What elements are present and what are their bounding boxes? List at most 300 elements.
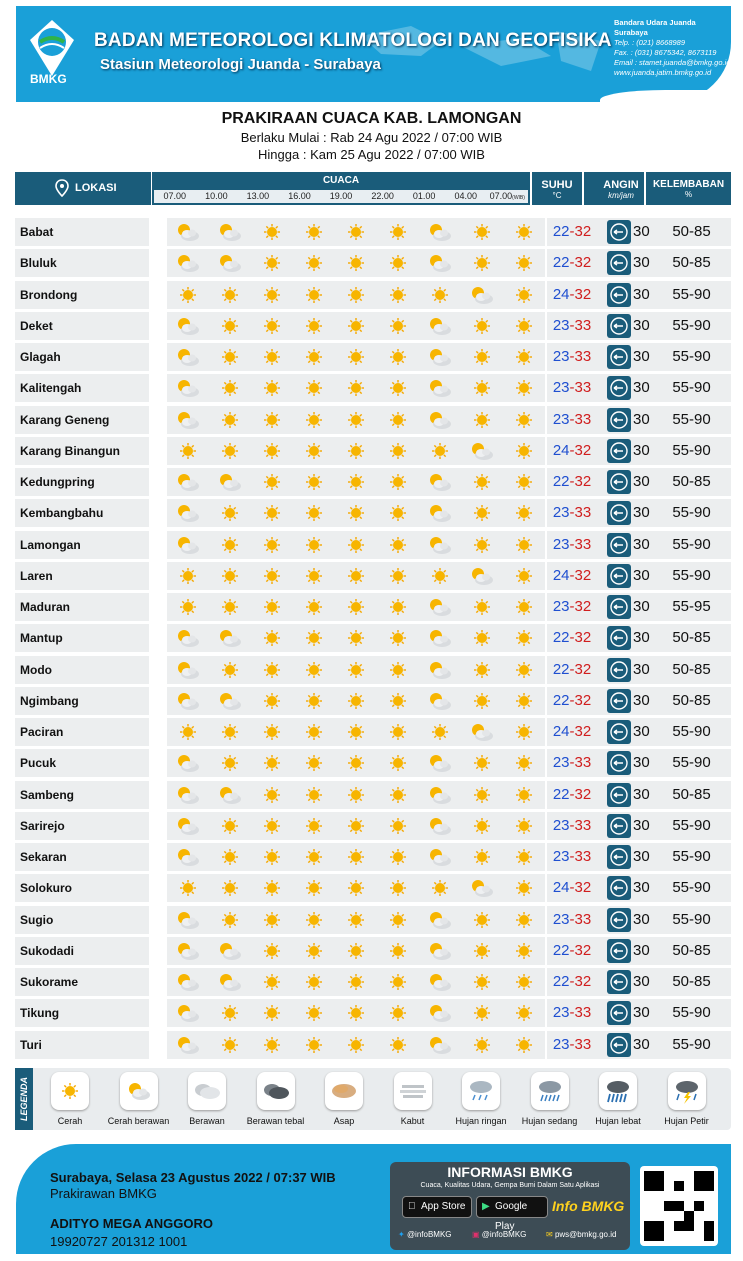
sun-icon — [293, 812, 335, 840]
sun-icon — [461, 1031, 503, 1059]
sun-icon — [377, 312, 419, 340]
temperature: 23-32 — [547, 593, 597, 621]
sun-cloud-icon — [419, 593, 461, 621]
temperature: 23-33 — [547, 906, 597, 934]
sun-icon — [461, 531, 503, 559]
sun-icon — [377, 593, 419, 621]
wind — [597, 249, 659, 277]
sun-icon — [293, 281, 335, 309]
sun-icon — [251, 531, 293, 559]
sun-icon — [377, 968, 419, 996]
sun-icon — [251, 781, 293, 809]
sun-icon — [461, 999, 503, 1027]
fog-icon — [394, 1072, 432, 1110]
location-name: Kedungpring — [15, 468, 149, 496]
sun-icon — [377, 1031, 419, 1059]
temperature: 22-32 — [547, 656, 597, 684]
weather-icons — [167, 406, 545, 434]
sun-icon — [461, 937, 503, 965]
sun-icon — [377, 906, 419, 934]
humidity: 50-85 — [652, 781, 731, 809]
wind-speed: 30 — [633, 910, 650, 928]
sun-icon — [251, 656, 293, 684]
info-bmkg-panel — [390, 1162, 630, 1250]
temp-max: 32 — [574, 566, 592, 584]
sun-icon — [293, 218, 335, 246]
sun-icon — [503, 687, 545, 715]
wind — [597, 218, 659, 246]
forecast-title: PRAKIRAAN CUACA KAB. LAMONGAN — [221, 110, 522, 127]
wind — [597, 624, 659, 652]
contact-line: Fax. : (031) 8675342, 8673119 — [614, 48, 717, 57]
sun-icon — [167, 562, 209, 590]
sun-icon — [377, 218, 419, 246]
temp-min: 24 — [552, 723, 570, 740]
temperature: 23-33 — [547, 374, 597, 402]
table-row — [15, 812, 731, 840]
weather-icons — [167, 218, 545, 246]
table-row — [15, 281, 731, 309]
time-slot: 10.00 — [205, 191, 228, 201]
sun-icon — [293, 906, 335, 934]
contact-line: Telp. : (021) 8668989 — [614, 38, 686, 47]
wind-speed: 30 — [633, 973, 650, 990]
email-link[interactable] — [546, 1228, 616, 1242]
sun-icon — [209, 593, 251, 621]
sun-icon — [209, 406, 251, 434]
sun-icon — [335, 249, 377, 277]
legend-item — [104, 1072, 174, 1126]
location-name: Pucuk — [15, 749, 149, 777]
sun-icon — [503, 874, 545, 902]
sun-cloud-icon — [167, 749, 209, 777]
humidity: 55-90 — [652, 718, 731, 746]
sun-icon — [293, 937, 335, 965]
sun-icon — [209, 343, 251, 371]
contact-line: www.juanda.jatim.bmkg.go.id — [614, 68, 712, 77]
humidity: 55-90 — [652, 749, 731, 777]
location-header-label: LOKASI — [75, 182, 117, 194]
sun-cloud-icon — [419, 687, 461, 715]
wind-header-label: ANGIN — [603, 179, 639, 191]
temp-max: 33 — [574, 910, 592, 928]
location-name: Modo — [15, 656, 149, 684]
humidity: 55-90 — [652, 406, 731, 434]
forecaster-role: Prakirawan BMKG — [50, 1186, 157, 1201]
sun-cloud-icon — [209, 781, 251, 809]
weather-icons — [167, 937, 545, 965]
table-row — [15, 406, 731, 434]
wind — [597, 1031, 659, 1059]
temp-max: 32 — [574, 441, 592, 459]
time-suffix: (WIB) — [512, 195, 525, 201]
sun-icon — [503, 999, 545, 1027]
sun-icon — [51, 1072, 89, 1110]
sun-icon — [251, 874, 293, 902]
sun-icon — [461, 468, 503, 496]
wind-speed: 30 — [633, 410, 650, 428]
wind — [597, 843, 659, 871]
sun-icon — [377, 843, 419, 871]
instagram-icon: ▣ — [472, 1230, 480, 1239]
sun-icon — [293, 781, 335, 809]
location-name: Karang Geneng — [15, 406, 149, 434]
sun-cloud-icon — [209, 687, 251, 715]
google-play-button[interactable] — [476, 1196, 548, 1232]
bmkg-logo-icon — [28, 18, 76, 78]
sun-icon — [377, 249, 419, 277]
location-name: Maduran — [15, 593, 149, 621]
sun-icon — [293, 656, 335, 684]
sun-icon — [293, 374, 335, 402]
temp-max: 33 — [574, 1004, 592, 1022]
sun-icon — [503, 281, 545, 309]
sun-icon — [209, 437, 251, 465]
sun-cloud-icon — [461, 874, 503, 902]
sun-icon — [377, 281, 419, 309]
temp-max: 32 — [574, 941, 592, 959]
table-row — [15, 718, 731, 746]
sun-icon — [503, 968, 545, 996]
sun-icon — [167, 874, 209, 902]
sun-cloud-icon — [167, 406, 209, 434]
issue-date: Surabaya, Selasa 23 Agustus 2022 / 07:37 WIB — [50, 1170, 336, 1185]
weather-icons — [167, 999, 545, 1027]
wind-speed: 30 — [633, 723, 650, 740]
sun-icon — [461, 968, 503, 996]
temp-min: 23 — [552, 816, 570, 834]
sun-icon — [293, 593, 335, 621]
sun-icon — [251, 1031, 293, 1059]
temperature: 22-32 — [547, 937, 597, 965]
app-store-button[interactable] — [402, 1196, 472, 1218]
sun-cloud-icon — [167, 312, 209, 340]
humidity: 55-90 — [652, 374, 731, 402]
location-name: Sugio — [15, 906, 149, 934]
contact-line: Email : stamet.juanda@bmkg.go.id — [614, 58, 731, 67]
sun-icon — [503, 749, 545, 777]
wind — [597, 374, 659, 402]
wind-speed: 30 — [633, 566, 650, 584]
sun-cloud-icon — [419, 812, 461, 840]
sun-icon — [503, 468, 545, 496]
sun-icon — [251, 812, 293, 840]
temp-max: 32 — [574, 598, 592, 615]
wind — [597, 593, 659, 621]
header-wave — [600, 90, 731, 110]
forecaster-nip: 19920727 201312 1001 — [50, 1234, 188, 1249]
wind — [597, 906, 659, 934]
instagram-handle[interactable] — [472, 1228, 526, 1242]
temp-min: 24 — [552, 285, 570, 303]
humidity: 50-85 — [652, 656, 731, 684]
sun-icon — [503, 593, 545, 621]
sun-icon — [209, 749, 251, 777]
temp-max: 33 — [574, 410, 592, 428]
wind-speed: 30 — [633, 285, 650, 303]
wind-speed: 30 — [633, 441, 650, 459]
wind-direction-icon — [607, 439, 631, 463]
sun-icon — [209, 999, 251, 1027]
sun-icon — [503, 656, 545, 684]
sun-icon — [419, 562, 461, 590]
sun-icon — [461, 343, 503, 371]
sun-icon — [335, 343, 377, 371]
wind-direction-icon — [607, 970, 631, 994]
legend-item — [172, 1072, 242, 1126]
twitter-handle[interactable] — [398, 1228, 452, 1242]
wind-speed: 30 — [633, 691, 650, 709]
sun-icon — [503, 906, 545, 934]
sun-cloud-icon — [419, 749, 461, 777]
location-name: Deket — [15, 312, 149, 340]
sun-icon — [293, 843, 335, 871]
table-row — [15, 343, 731, 371]
sun-icon — [293, 343, 335, 371]
wind-direction-icon — [607, 501, 631, 525]
sun-icon — [377, 812, 419, 840]
header-banner — [16, 6, 731, 102]
sun-icon — [461, 906, 503, 934]
humidity-header-label: KELEMBABAN — [652, 179, 725, 190]
sun-icon — [251, 281, 293, 309]
weather-icons — [167, 812, 545, 840]
station-name: Stasiun Meteorologi Juanda - Surabaya — [100, 56, 381, 73]
sun-icon — [335, 624, 377, 652]
sun-icon — [377, 999, 419, 1027]
sun-cloud-icon — [461, 281, 503, 309]
legend-item — [241, 1072, 311, 1126]
sun-icon — [461, 499, 503, 527]
wind-direction-icon — [607, 564, 631, 588]
wind-direction-icon — [607, 689, 631, 713]
sun-icon — [167, 593, 209, 621]
wind-direction-icon — [607, 283, 631, 307]
table-row — [15, 437, 731, 465]
legend-label: Hujan sedang — [521, 1116, 578, 1126]
table-row — [15, 906, 731, 934]
wind — [597, 406, 659, 434]
wind-direction-icon — [607, 908, 631, 932]
time-slots — [154, 190, 528, 203]
temp-min: 23 — [552, 754, 570, 772]
wind-direction-icon — [607, 814, 631, 838]
location-name: Turi — [15, 1031, 149, 1059]
legend-label: Hujan lebat — [595, 1116, 641, 1126]
temp-max: 32 — [574, 629, 592, 647]
sun-icon — [503, 937, 545, 965]
sun-icon — [377, 687, 419, 715]
sun-cloud-icon — [167, 781, 209, 809]
wind — [597, 499, 659, 527]
humidity: 55-90 — [652, 437, 731, 465]
wind-direction-icon — [607, 345, 631, 369]
wind — [597, 656, 659, 684]
wind — [597, 468, 659, 496]
weather-header-label: CUACA — [322, 175, 360, 186]
sun-icon — [377, 406, 419, 434]
sun-cloud-icon — [209, 218, 251, 246]
sun-cloud-icon — [419, 218, 461, 246]
email-label: pws@bmkg.go.id — [554, 1230, 617, 1239]
sun-icon — [209, 281, 251, 309]
temp-header — [532, 172, 582, 205]
sun-icon — [167, 281, 209, 309]
temperature: 24-32 — [547, 281, 597, 309]
temp-min: 23 — [552, 535, 570, 553]
weather-icons — [167, 499, 545, 527]
sun-icon — [461, 312, 503, 340]
weather-icons — [167, 781, 545, 809]
sun-icon — [503, 374, 545, 402]
temp-max: 33 — [574, 816, 592, 834]
temperature: 23-33 — [547, 749, 597, 777]
sun-icon — [335, 874, 377, 902]
legend-item — [652, 1072, 722, 1126]
temp-min: 23 — [552, 1035, 570, 1053]
sun-cloud-icon — [419, 843, 461, 871]
dark-cloud-icon — [257, 1072, 295, 1110]
sun-icon — [293, 312, 335, 340]
table-row — [15, 781, 731, 809]
temp-max: 33 — [574, 316, 592, 334]
sun-cloud-icon — [167, 906, 209, 934]
sun-cloud-icon — [167, 937, 209, 965]
sun-icon — [335, 687, 377, 715]
sun-icon — [503, 624, 545, 652]
sun-icon — [503, 343, 545, 371]
sun-icon — [503, 531, 545, 559]
wind-direction-icon — [607, 751, 631, 775]
sun-icon — [293, 1031, 335, 1059]
weather-icons — [167, 656, 545, 684]
sun-icon — [377, 468, 419, 496]
temperature: 23-33 — [547, 499, 597, 527]
agency-name: BADAN METEOROLOGI KLIMATOLOGI DAN GEOFISIKA — [94, 30, 612, 51]
sun-icon — [293, 718, 335, 746]
temp-max: 32 — [574, 691, 592, 709]
sun-icon — [335, 562, 377, 590]
legend — [15, 1068, 731, 1130]
wind-speed: 30 — [633, 754, 650, 772]
time-slot: 07.00(WIB) — [489, 191, 525, 201]
humidity: 55-90 — [652, 1031, 731, 1059]
sun-cloud-icon — [419, 249, 461, 277]
temp-min: 24 — [552, 441, 570, 459]
temp-max: 32 — [574, 254, 592, 272]
time-slot: 04.00 — [454, 191, 477, 201]
time-slot: 22.00 — [371, 191, 394, 201]
sun-cloud-icon — [167, 249, 209, 277]
sun-icon — [251, 218, 293, 246]
wind-speed: 30 — [633, 379, 650, 397]
temp-min: 23 — [552, 848, 570, 865]
sun-icon — [293, 531, 335, 559]
sun-cloud-icon — [167, 343, 209, 371]
sun-icon — [461, 218, 503, 246]
sun-icon — [335, 749, 377, 777]
twitter-label: @infoBMKG — [406, 1230, 452, 1239]
wind — [597, 999, 659, 1027]
temp-max: 32 — [574, 285, 592, 303]
sun-cloud-icon — [167, 999, 209, 1027]
humidity-header — [646, 172, 731, 205]
location-name: Laren — [15, 562, 149, 590]
weather-icons — [167, 437, 545, 465]
location-name: Kembangbahu — [15, 499, 149, 527]
sun-cloud-icon — [120, 1072, 158, 1110]
sun-icon — [335, 437, 377, 465]
sun-icon — [335, 968, 377, 996]
temp-max: 32 — [574, 723, 592, 740]
weather-icons — [167, 343, 545, 371]
sun-icon — [335, 1031, 377, 1059]
location-name: Solokuro — [15, 874, 149, 902]
sun-icon — [503, 1031, 545, 1059]
sun-icon — [503, 812, 545, 840]
sun-icon — [419, 718, 461, 746]
weather-icons — [167, 718, 545, 746]
location-name: Kalitengah — [15, 374, 149, 402]
temp-min: 23 — [552, 504, 570, 522]
sun-cloud-icon — [461, 718, 503, 746]
temp-max: 33 — [574, 379, 592, 397]
weather-icons — [167, 281, 545, 309]
sun-icon — [335, 406, 377, 434]
temp-max: 32 — [574, 473, 592, 490]
sun-icon — [377, 562, 419, 590]
time-slot: 01.00 — [412, 191, 436, 201]
sun-icon — [503, 249, 545, 277]
temp-max: 33 — [574, 754, 592, 772]
wind-speed: 30 — [633, 941, 650, 959]
table-row — [15, 374, 731, 402]
google-play-label: Google Play — [495, 1201, 528, 1232]
sun-cloud-icon — [419, 937, 461, 965]
wind — [597, 874, 659, 902]
sun-icon — [293, 249, 335, 277]
humidity: 55-90 — [652, 906, 731, 934]
forecaster-name: ADITYO MEGA ANGGORO — [50, 1216, 213, 1231]
location-name: Brondong — [15, 281, 149, 309]
temp-min: 23 — [552, 379, 570, 397]
temp-min: 23 — [552, 910, 570, 928]
table-row — [15, 937, 731, 965]
sun-cloud-icon — [167, 968, 209, 996]
logo-text: BMKG — [30, 72, 67, 86]
table-row — [15, 968, 731, 996]
wind-direction-icon — [607, 658, 631, 682]
wind-direction-icon — [607, 251, 631, 275]
temp-min: 23 — [552, 410, 570, 428]
wind — [597, 749, 659, 777]
info-bmkg-brand: Info BMKG — [552, 1198, 625, 1214]
sun-cloud-icon — [419, 968, 461, 996]
wind-direction-icon — [607, 626, 631, 650]
sun-icon — [461, 249, 503, 277]
wind-direction-icon — [607, 470, 631, 494]
table-row — [15, 468, 731, 496]
sun-icon — [377, 437, 419, 465]
qr-code[interactable] — [640, 1166, 718, 1246]
temp-min: 22 — [552, 473, 570, 490]
sun-icon — [209, 812, 251, 840]
sun-icon — [251, 749, 293, 777]
contact-info — [614, 18, 731, 78]
sun-icon — [503, 562, 545, 590]
sun-cloud-icon — [419, 468, 461, 496]
wind — [597, 562, 659, 590]
